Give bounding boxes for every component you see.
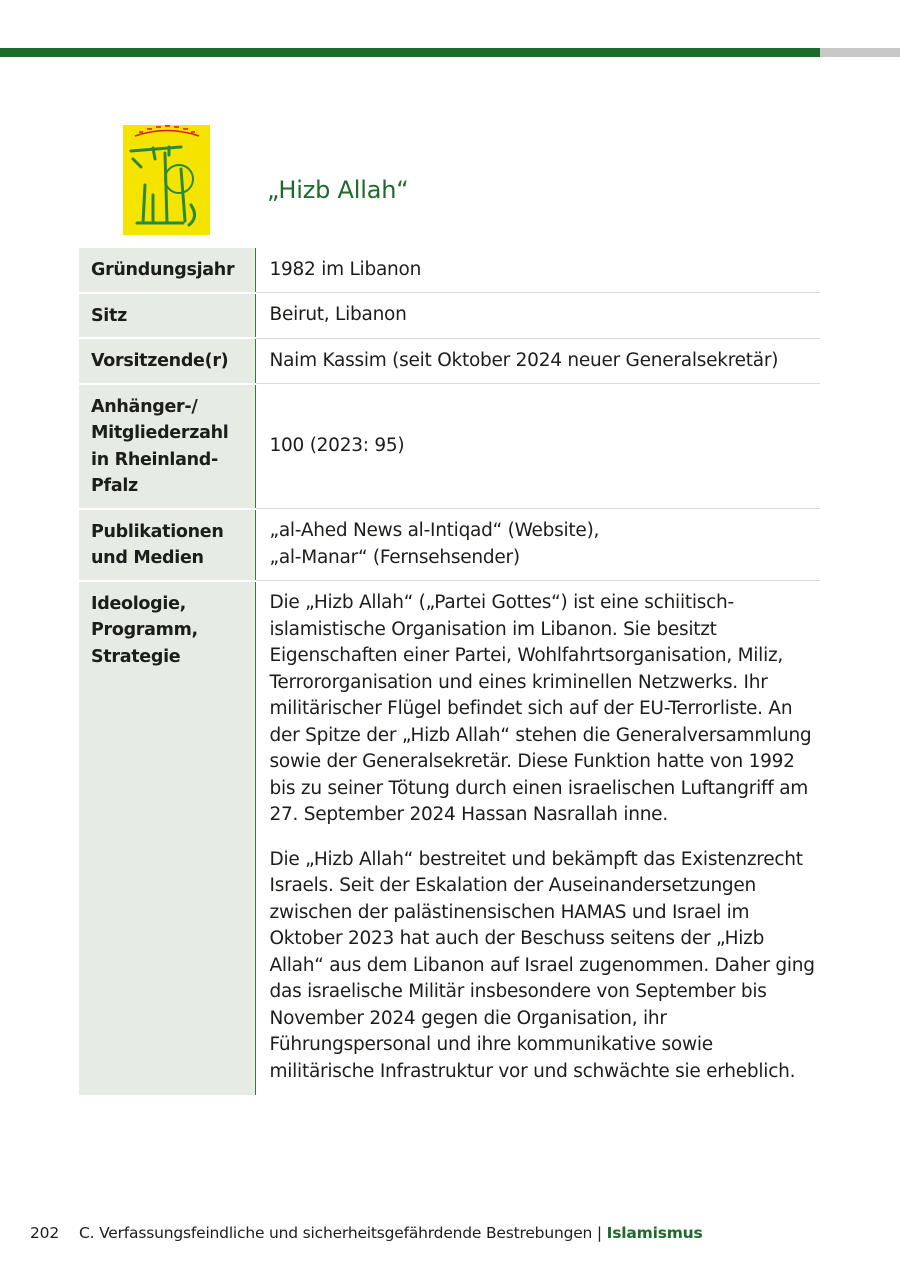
table-row	[79, 293, 820, 339]
footer-separator: |	[596, 1224, 602, 1242]
row-value	[255, 581, 820, 1096]
row-value: Naim Kassim (seit Oktober 2024 neuer Generalsekretär)	[255, 338, 820, 384]
row-value	[255, 509, 820, 581]
row-label: Sitz	[79, 293, 255, 339]
table-row	[79, 581, 820, 1096]
chapter-title: C. Verfassungsfeindliche und sicherheitsgefährdende Bestrebungen	[79, 1224, 593, 1242]
row-label: Vorsitzende(r)	[79, 338, 255, 384]
ideology-paragraph: Die „Hizb Allah“ („Partei Gottes“) ist eine schiitisch-islamistische Organisation im Libanon. Sie besitzt Eigenschaften einer Partei, Wohlfahrtsorganisation, Miliz, Terrororganisation und eines kriminellen Netzwerks. Ihr militärischer Flügel befindet sich auf der EU-Terrorliste. An der Spitze der „Hizb Allah“ stehen die Generalversammlung sowie der Generalsekretär. Diese Funktion hatte von 1992 bis zu seiner Tötung durch einen israelischen Luftangriff am 27. September 2024 Hassan Nasrallah inne.	[269, 592, 812, 825]
row-value: 100 (2023: 95)	[255, 384, 820, 509]
page-number: 202	[30, 1224, 59, 1242]
row-value: Beirut, Libanon	[255, 293, 820, 339]
header-accent-bar	[0, 48, 820, 57]
table-row	[79, 384, 820, 509]
row-label: Ideologie, Programm, Strategie	[79, 581, 255, 1096]
page-footer	[30, 1224, 703, 1242]
row-label: Gründungsjahr	[79, 248, 255, 293]
publication-line: „al-Manar“ (Fernsehsender)	[269, 546, 520, 568]
hizb-allah-logo-icon	[123, 125, 210, 235]
organization-info-table	[79, 248, 820, 1095]
table-row	[79, 509, 820, 581]
header-grey-bar	[820, 48, 900, 57]
ideology-paragraph: Die „Hizb Allah“ bestreitet und bekämpft das Existenzrecht Israels. Seit der Eskalation der Auseinandersetzungen zwischen der palästinensischen HAMAS und Israel im Oktober 2023 hat auch der Beschuss seitens der „Hizb Allah“ aus dem Libanon auf Israel zugenommen. Daher ging das israelische Militär insbesondere von September bis November 2024 gegen die Organisation, ihr Führungspersonal und ihre kommunikative sowie militärische Infrastruktur vor und schwächte sie erheblich.	[269, 848, 815, 1082]
row-label: Anhänger-/ Mitgliederzahl in Rheinland-Pfalz	[79, 384, 255, 509]
publication-line: „al-Ahed News al-Intiqad“ (Website),	[269, 520, 600, 541]
table-row	[79, 248, 820, 293]
row-value: 1982 im Libanon	[255, 248, 820, 293]
section-title: Islamismus	[606, 1224, 703, 1242]
row-label: Publikationen und Medien	[79, 509, 255, 581]
organization-title: „Hizb Allah“	[267, 176, 409, 204]
table-row	[79, 338, 820, 384]
